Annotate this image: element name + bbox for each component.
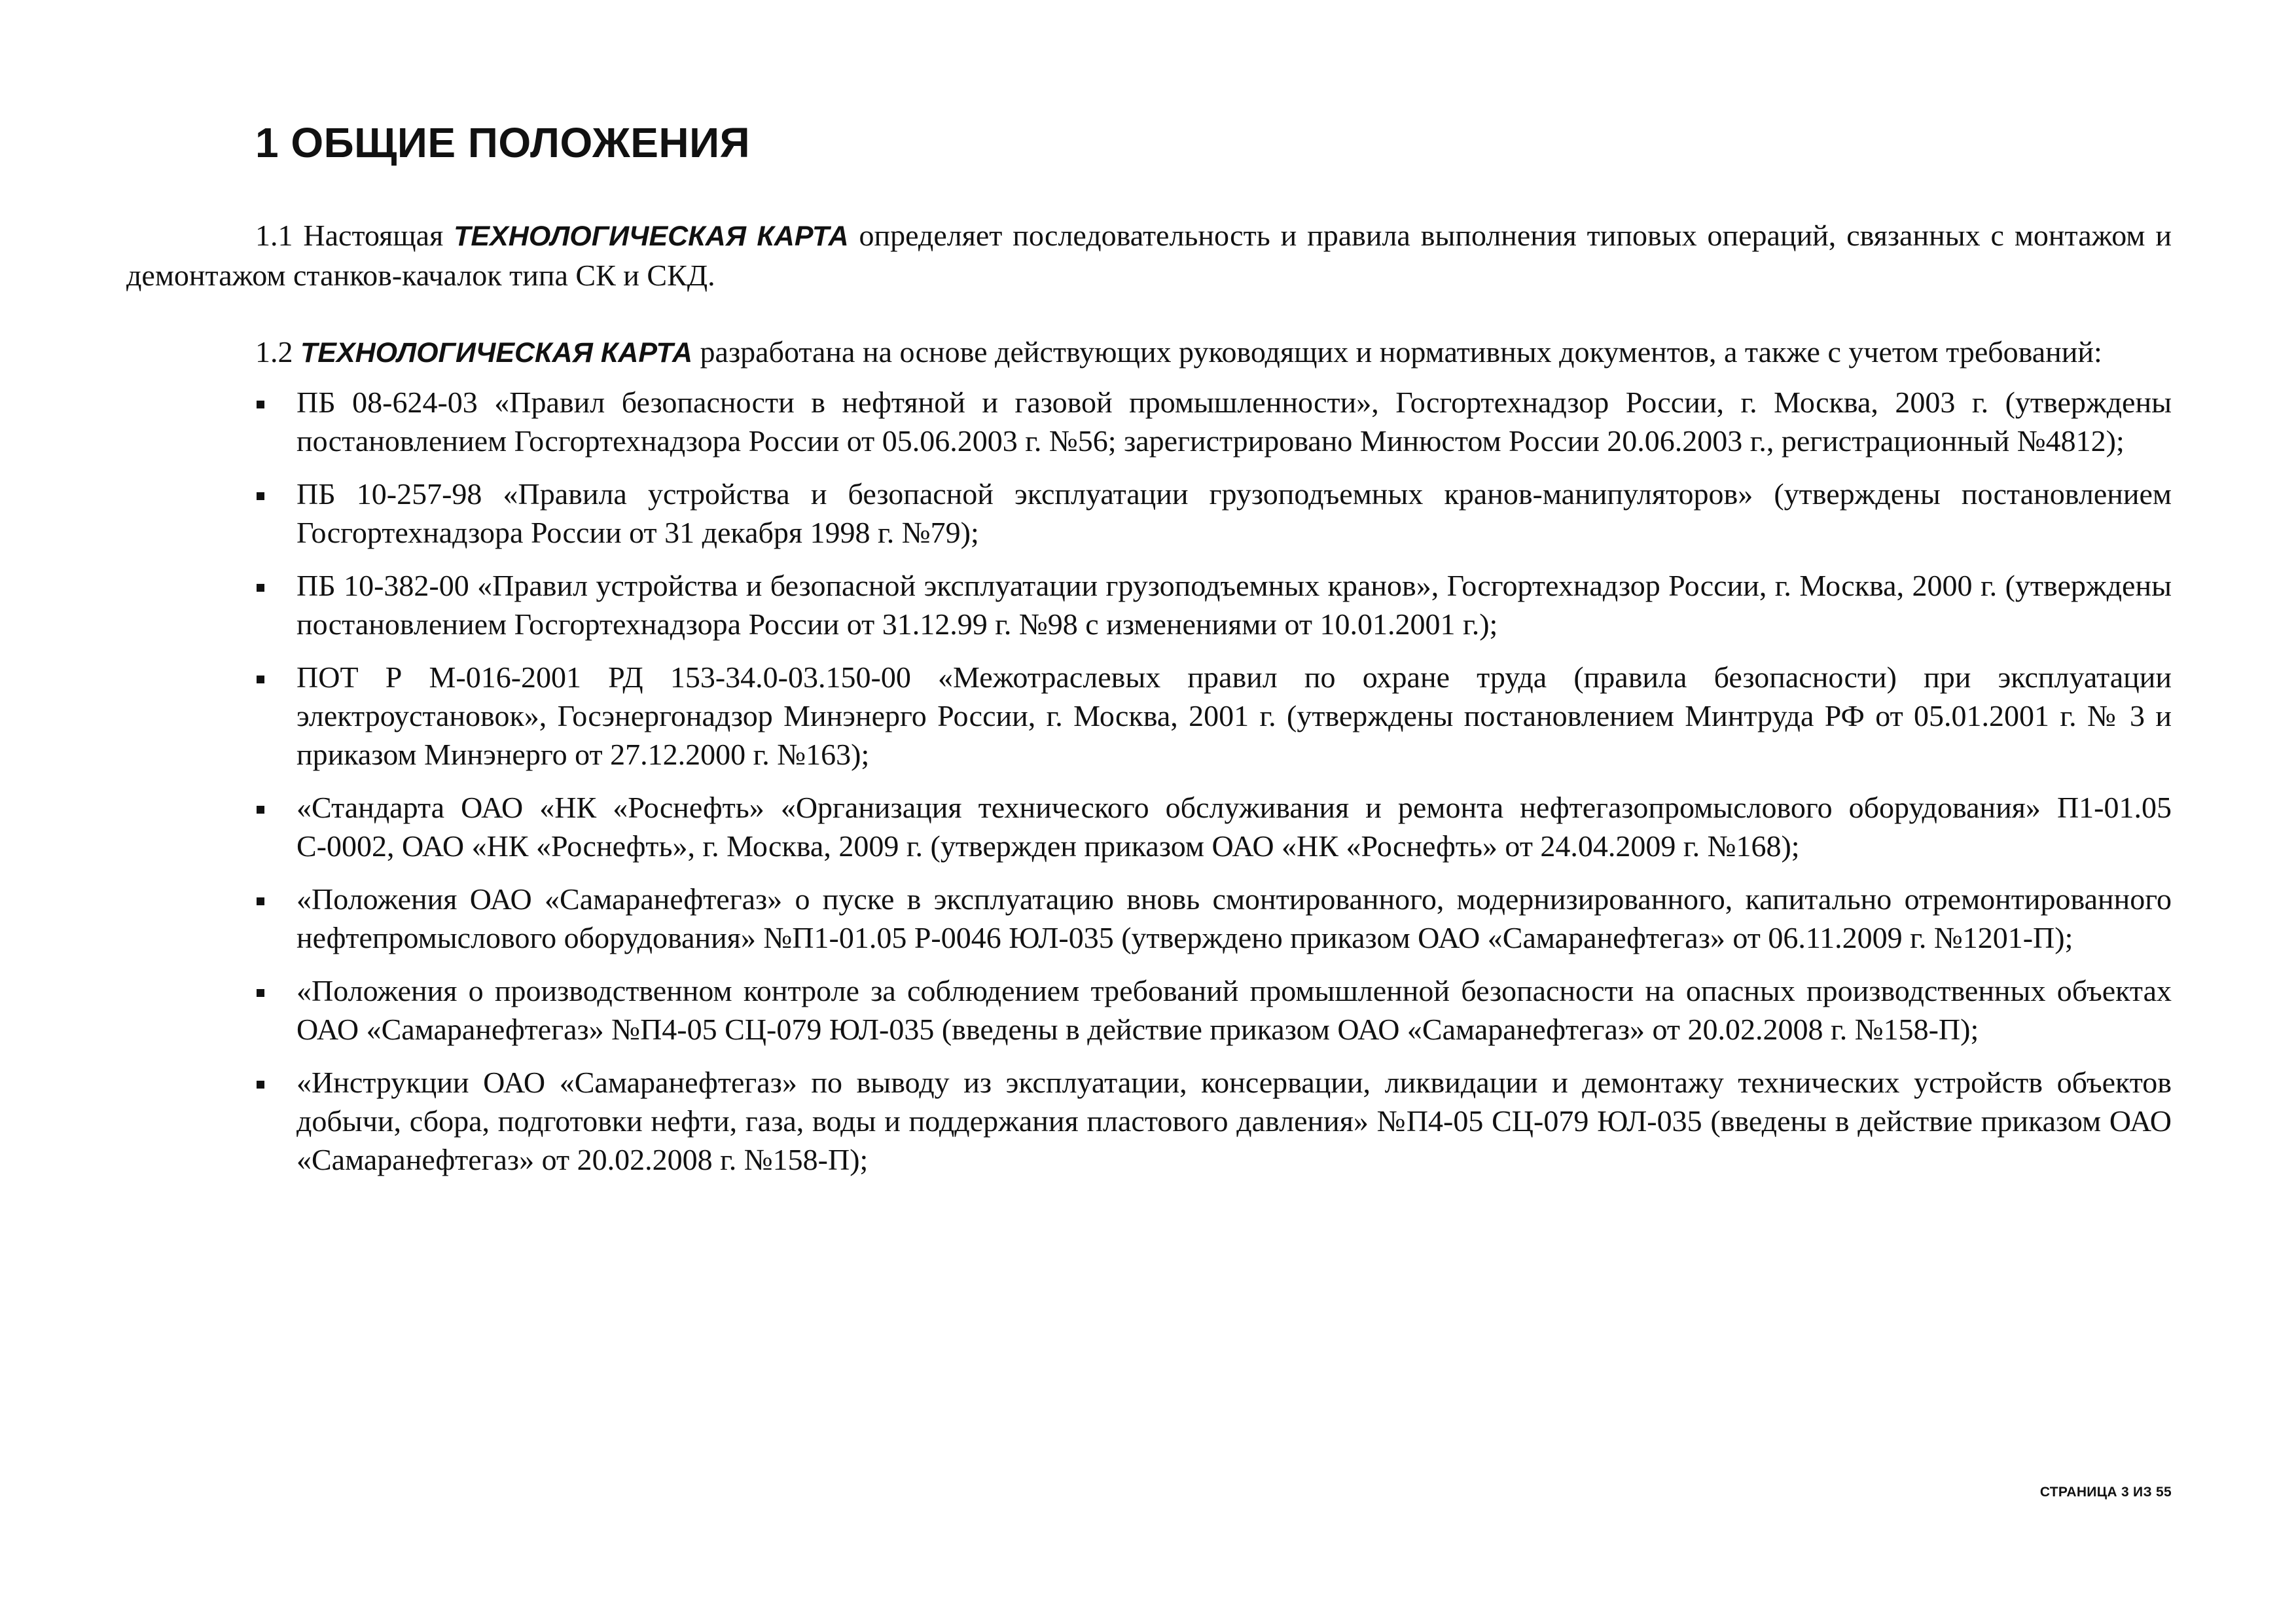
list-item (126, 971, 2172, 1049)
section-title: 1 ОБЩИЕ ПОЛОЖЕНИЯ (255, 119, 751, 166)
square-bullet-icon (257, 676, 264, 683)
paragraph-number: 1.1 Настоящая (255, 219, 444, 252)
paragraph-text: разработана на основе действующих руководящих и нормативных документов, а также с учетом требований: (700, 335, 2102, 369)
square-bullet-icon (257, 989, 264, 997)
list-item-text: ПБ 10-382-00 «Правил устройства и безопасной эксплуатации грузоподъемных кранов», Госгортехнадзор России, г. Москва, 2000 г. (утверждены постановлением Госгортехнадзора России от 31.12.99 г. №98 с изменениями от 10.01.2001 г.); (296, 569, 2172, 641)
list-item (126, 788, 2172, 865)
paragraph-1-1 (126, 216, 2172, 295)
list-item-text: ПБ 10-257-98 «Правила устройства и безопасной эксплуатации грузоподъемных кранов-манипуляторов» (утверждены постановлением Госгортехнадзора России от 31 декабря 1998 г. №79); (296, 477, 2172, 549)
list-item (126, 383, 2172, 460)
document-body (126, 216, 2172, 1179)
emphasis-text: ТЕХНОЛОГИЧЕСКАЯ КАРТА (300, 337, 693, 369)
square-bullet-icon (257, 1081, 264, 1089)
square-bullet-icon (257, 806, 264, 814)
emphasis-text: ТЕХНОЛОГИЧЕСКАЯ КАРТА (454, 221, 849, 252)
square-bullet-icon (257, 401, 264, 408)
list-item (126, 1063, 2172, 1179)
list-item (126, 566, 2172, 643)
square-bullet-icon (257, 492, 264, 500)
list-item (126, 475, 2172, 552)
square-bullet-icon (257, 584, 264, 592)
list-item-text: «Положения ОАО «Самаранефтегаз» о пуске в эксплуатацию вновь смонтированного, модернизированного, капитально отремонтированного нефтепромыслового оборудования» №П1-01.05 Р-0046 ЮЛ-035 (утверждено приказом ОАО «Самаранефтегаз» от 06.11.2009 г. №1201-П); (296, 882, 2172, 954)
square-bullet-icon (257, 897, 264, 905)
list-item-text: ПБ 08-624-03 «Правил безопасности в нефтяной и газовой промышленности», Госгортехнадзор России, г. Москва, 2003 г. (утверждены постановлением Госгортехнадзора России от 05.06.2003 г. №56; зарегистрировано Минюстом России 20.06.2003 г., регистрационный №4812); (296, 386, 2172, 458)
page-indicator: СТРАНИЦА 3 ИЗ 55 (2039, 1485, 2172, 1500)
list-item-text: «Положения о производственном контроле за соблюдением требований промышленной безопасности на опасных производственных объектах ОАО «Самаранефтегаз» №П4-05 СЦ-079 ЮЛ-035 (введены в действие приказом ОАО «Самаранефтегаз» от 20.02.2008 г. №158-П); (296, 974, 2172, 1046)
paragraph-1-2 (126, 333, 2172, 372)
list-item (126, 880, 2172, 957)
paragraph-number: 1.2 (255, 335, 293, 369)
list-item-text: «Стандарта ОАО «НК «Роснефть» «Организация технического обслуживания и ремонта нефтегазопромыслового оборудования» П1-01.05 С-0002, ОАО «НК «Роснефть», г. Москва, 2009 г. (утвержден приказом ОАО «НК «Роснефть» от 24.04.2009 г. №168); (296, 791, 2172, 863)
list-item-text: «Инструкции ОАО «Самаранефтегаз» по выводу из эксплуатации, консервации, ликвидации и демонтажу технических устройств объектов добычи, сбора, подготовки нефти, газа, воды и поддержания пластового давления» №П4-05 СЦ-079 ЮЛ-035 (введены в действие приказом ОАО «Самаранефтегаз» от 20.02.2008 г. №158-П); (296, 1066, 2172, 1176)
paragraph-text: определяет последовательность и правила выполнения типовых операций, связанных с монтажом и демонтажом станков-качалок типа СК и СКД. (126, 219, 2172, 292)
list-item (126, 658, 2172, 774)
list-item-text: ПОТ Р М-016-2001 РД 153-34.0-03.150-00 «Межотраслевых правил по охране труда (правила безопасности) при эксплуатации электроустановок», Госэнергонадзор Минэнерго России, г. Москва, 2001 г. (утверждены постановлением Минтруда РФ от 05.01.2001 г. № 3 и приказом Минэнерго от 27.12.2000 г. №163); (296, 660, 2172, 771)
requirements-list (126, 383, 2172, 1179)
